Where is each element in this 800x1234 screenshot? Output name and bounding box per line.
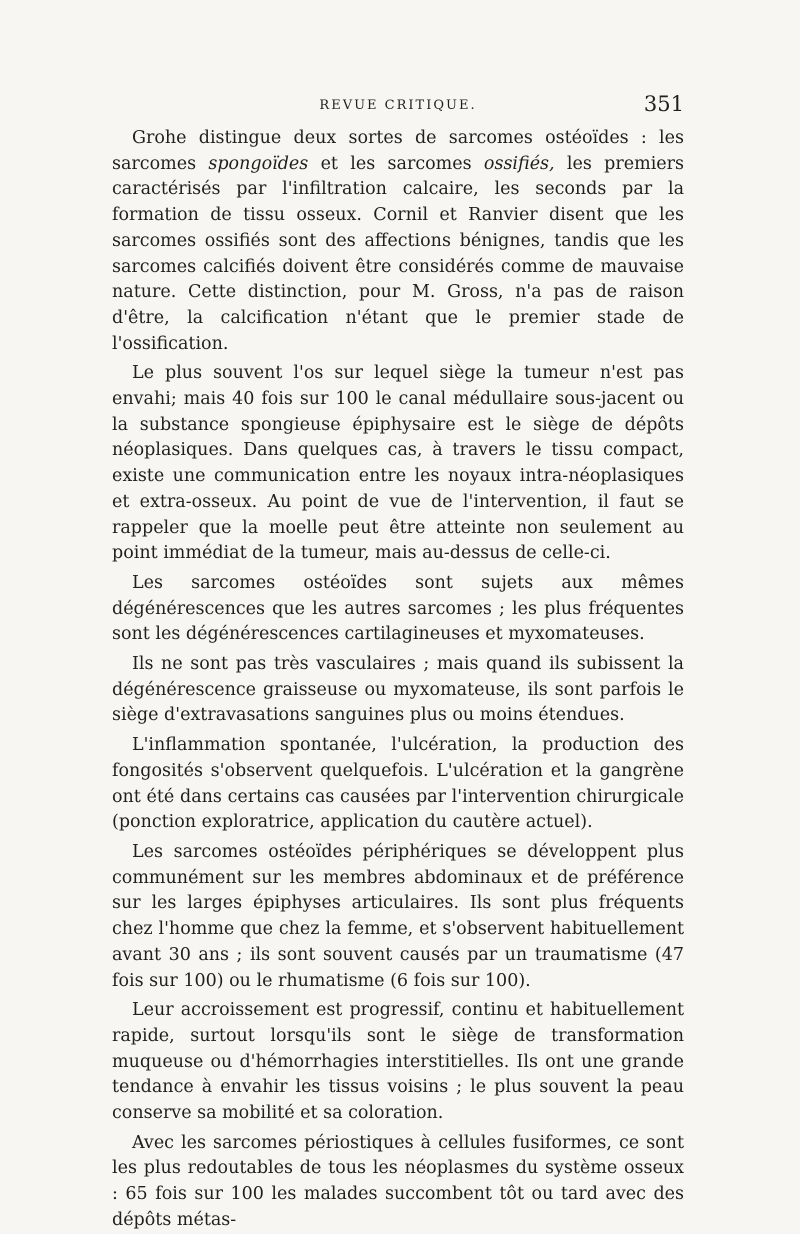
paragraph: Les sarcomes ostéoïdes sont sujets aux mêmes dégénérescences que les autres sarcomes ; les plus fréquentes sont les dégénérescences cartilagineuses et myxomateuses. <box>112 572 684 645</box>
paragraph: Les sarcomes ostéoïdes périphériques se développent plus communément sur les membres abdominaux et de préférence sur les larges épiphyses articulaires. Ils sont plus fréquents chez l'homme que chez la femme, et s'observent habituellement avant 30 ans ; ils sont souvent causés par un traumatisme (47 fois sur 100) ou le rhumatisme (6 fois sur 100). <box>112 841 684 991</box>
italic-term: spongoïdes <box>208 153 309 174</box>
paragraph: Le plus souvent l'os sur lequel siège la tumeur n'est pas envahi; mais 40 fois sur 100 le canal médullaire sous-jacent ou la substance spongieuse épiphysaire est le siège de dépôts néoplasiques. Dans quelques cas, à travers le tissu compact, existe une communication entre les noyaux intra-néoplasiques et extra-osseux. Au point de vue de l'intervention, il faut se rappeler que la moelle peut être atteinte non seulement au point immédiat de la tumeur, mais au-dessus de celle-ci. <box>112 363 684 564</box>
paragraph: L'inflammation spontanée, l'ulcération, la production des fongosités s'observent quelquefois. L'ulcération et la gangrène ont été dans certains cas causées par l'intervention chirurgicale (ponction exploratrice, application du cautère actuel). <box>112 735 684 833</box>
page-number: 351 <box>643 92 684 116</box>
page-header <box>112 92 684 122</box>
body-text <box>112 126 684 1234</box>
italic-term: ossifiés, <box>483 153 555 174</box>
paragraph <box>112 126 684 357</box>
paragraph: Ils ne sont pas très vasculaires ; mais quand ils subissent la dégénérescence graisseuse ou myxomateuse, ils sont parfois le siège d'extravasations sanguines plus ou moins étendues. <box>112 654 684 726</box>
text-run: Grohe distingue deux sortes de sarcomes ostéoïdes : les sarcomes <box>112 128 684 174</box>
paragraph: Leur accroissement est progressif, continu et habituellement rapide, surtout lorsqu'ils sont le siège de transformation muqueuse ou d'hémorrhagies interstitielles. Ils ont une grande tendance à envahir les tissus voisins ; le plus souvent la peau conserve sa mobilité et sa coloration. <box>112 1000 684 1124</box>
text-run: les premiers caractérisés par l'infiltration calcaire, les seconds par la formation de tissu osseux. Cornil et Ranvier disent que les sarcomes ossifiés sont des affections bénignes, tandis que les sarcomes calcifiés doivent être considérés comme de mauvaise nature. Cette distinction, pour M. Gross, n'a pas de raison d'être, la calcification n'étant que le premier stade de l'ossification. <box>112 153 684 354</box>
running-head: REVUE CRITIQUE. <box>319 98 477 113</box>
text-run: et les sarcomes <box>308 153 484 174</box>
paragraph: Avec les sarcomes périostiques à cellules fusiformes, ce sont les plus redoutables de tous les néoplasmes du système osseux : 65 fois sur 100 les malades succombent tôt ou tard avec des dépôts métas- <box>112 1132 684 1230</box>
